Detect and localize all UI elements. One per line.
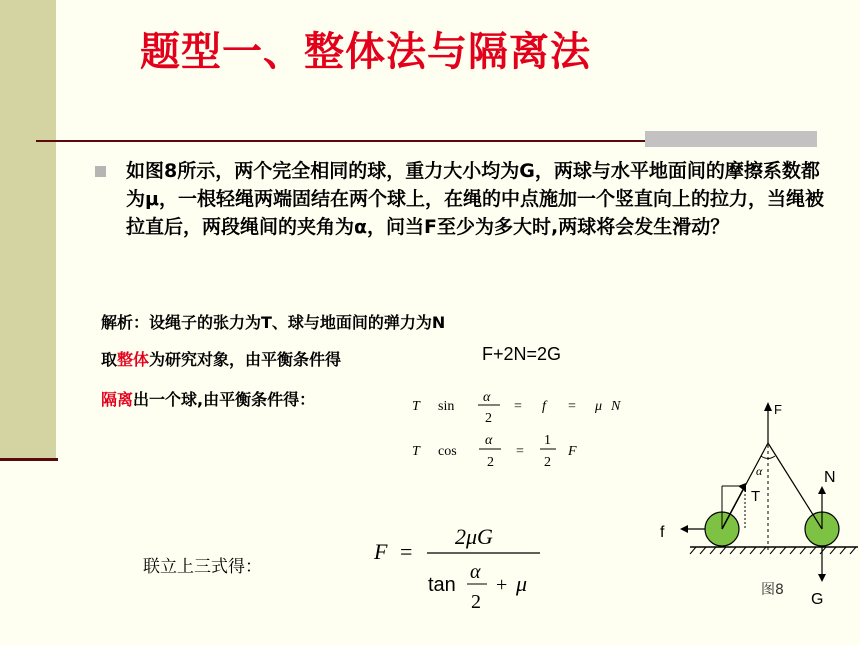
result-two: 2	[471, 591, 481, 613]
analysis-line: 解析：设绳子的张力为T、球与地面间的弹力为N	[101, 313, 446, 332]
label-f: f	[660, 524, 665, 541]
figure-8	[660, 402, 858, 608]
label-F: F	[774, 402, 782, 417]
result-formula	[373, 524, 540, 613]
slide-title: 题型一、整体法与隔离法	[140, 28, 591, 75]
ground-hatch	[690, 547, 856, 554]
eqB-T: T	[412, 444, 420, 459]
result-numerator: 2μG	[455, 524, 493, 549]
result-mu: μ	[516, 571, 528, 596]
figure-caption: 图8	[761, 582, 784, 598]
step1-pre: 取	[101, 350, 118, 369]
normal-N-arrowhead	[818, 486, 826, 494]
eqB-cos: cos	[438, 444, 457, 459]
result-alpha: α	[470, 561, 481, 583]
eqA-f: f	[542, 399, 546, 414]
equation-b	[412, 433, 577, 470]
eqA-eq2: =	[568, 399, 576, 414]
label-alpha: α	[756, 464, 763, 478]
result-F: F	[374, 539, 388, 564]
eqA-sin: sin	[438, 399, 455, 414]
force-F-arrowhead	[764, 402, 772, 411]
eqB-one: 1	[544, 433, 551, 448]
step1-equation: F+2N=2G	[482, 344, 562, 364]
eqA-N: N	[611, 399, 621, 414]
result-tan: tan	[428, 574, 456, 596]
eqA-mu: μ	[595, 399, 603, 414]
eqA-T: T	[412, 399, 420, 414]
eqA-eq1: =	[514, 399, 522, 414]
solve-label: 联立上三式得：	[143, 557, 262, 577]
eqB-alpha: α	[485, 433, 493, 448]
label-N: N	[824, 469, 836, 486]
result-eq: =	[400, 539, 413, 564]
eqB-eq: =	[516, 444, 524, 459]
eqA-two: 2	[485, 411, 492, 426]
right-rope	[768, 443, 822, 529]
step2-post: 出一个球,由平衡条件得：	[133, 390, 316, 409]
eqA-alpha: α	[483, 390, 491, 405]
problem-statement: 如图8所示，两个完全相同的球，重力大小均为G，两球与水平地面间的摩擦系数都为μ，一根轻绳两端固结在两个球上，在绳的中点施加一个竖直向上的拉力，当绳被拉直后，两段绳间的夹角为α，问当F至少为多大时,两球将会发生滑动？	[126, 160, 824, 238]
result-plus: +	[496, 574, 508, 596]
eqB-two: 2	[487, 455, 494, 470]
step1-highlight: 整体	[117, 350, 150, 369]
equation-a	[412, 390, 621, 426]
friction-f-arrowhead	[680, 525, 688, 533]
label-G: G	[811, 591, 824, 608]
label-T: T	[751, 488, 761, 505]
eqB-F: F	[568, 444, 577, 459]
gravity-G-arrowhead	[818, 574, 826, 582]
eqB-two-b: 2	[544, 455, 551, 470]
step2-highlight: 隔离	[101, 390, 134, 409]
step1-post: 为研究对象，由平衡条件得	[149, 350, 342, 369]
